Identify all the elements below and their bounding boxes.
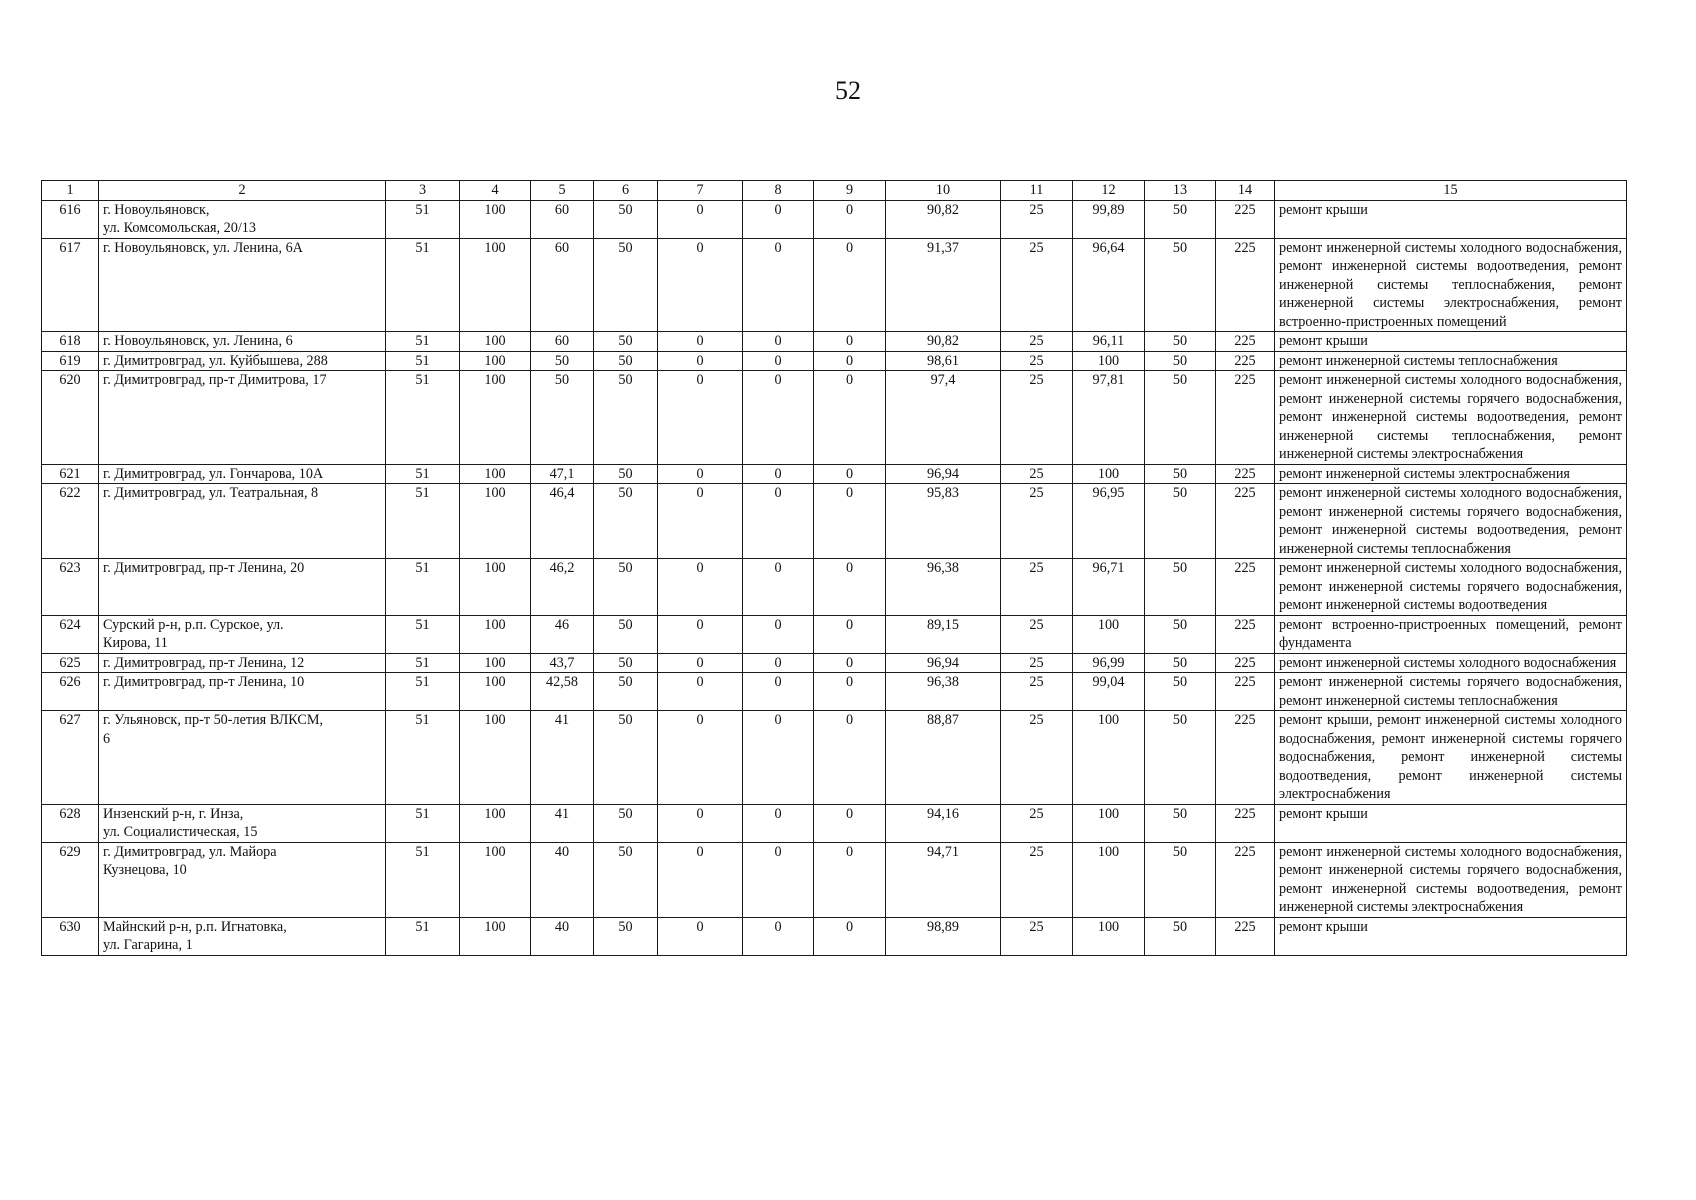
column-header-7: 7 <box>658 181 743 201</box>
value-cell-col-4: 100 <box>460 559 531 616</box>
table-row <box>42 238 1627 332</box>
value-cell-col-9: 0 <box>814 804 886 842</box>
value-cell-col-14: 225 <box>1216 842 1275 917</box>
value-cell-col-3: 51 <box>386 351 460 371</box>
column-header-9: 9 <box>814 181 886 201</box>
value-cell-col-4: 100 <box>460 615 531 653</box>
address-cell: г. Новоульяновск, ул. Ленина, 6 <box>99 332 386 352</box>
value-cell-col-11: 25 <box>1001 653 1073 673</box>
value-cell-col-10: 94,16 <box>886 804 1001 842</box>
address-cell: г. Димитровград, пр-т Ленина, 20 <box>99 559 386 616</box>
value-cell-col-7: 0 <box>658 559 743 616</box>
value-cell-col-13: 50 <box>1145 351 1216 371</box>
value-cell-col-4: 100 <box>460 917 531 955</box>
value-cell-col-12: 100 <box>1073 615 1145 653</box>
value-cell-col-3: 51 <box>386 371 460 465</box>
value-cell-col-14: 225 <box>1216 615 1275 653</box>
repair-work-cell: ремонт инженерной системы холодного водоснабжения, ремонт инженерной системы водоотведения, ремонт инженерной системы теплоснабжения, ремонт инженерной системы электроснабжения, ремонт встроенно-пристроенных помещений <box>1275 238 1627 332</box>
address-cell: г. Новоульяновск, ул. Ленина, 6А <box>99 238 386 332</box>
value-cell-col-12: 100 <box>1073 842 1145 917</box>
column-header-11: 11 <box>1001 181 1073 201</box>
value-cell-col-3: 51 <box>386 804 460 842</box>
value-cell-col-6: 50 <box>594 673 658 711</box>
repair-work-cell: ремонт крыши <box>1275 200 1627 238</box>
value-cell-col-6: 50 <box>594 615 658 653</box>
value-cell-col-13: 50 <box>1145 842 1216 917</box>
value-cell-col-14: 225 <box>1216 917 1275 955</box>
repair-work-cell: ремонт инженерной системы холодного водоснабжения <box>1275 653 1627 673</box>
value-cell-col-4: 100 <box>460 238 531 332</box>
column-header-5: 5 <box>531 181 594 201</box>
column-header-8: 8 <box>743 181 814 201</box>
address-cell: Инзенский р-н, г. Инза, ул. Социалистическая, 15 <box>99 804 386 842</box>
value-cell-col-7: 0 <box>658 673 743 711</box>
value-cell-col-6: 50 <box>594 484 658 559</box>
address-cell: Майнский р-н, р.п. Игнатовка, ул. Гагарина, 1 <box>99 917 386 955</box>
value-cell-col-13: 50 <box>1145 673 1216 711</box>
value-cell-col-4: 100 <box>460 842 531 917</box>
row-number-cell: 628 <box>42 804 99 842</box>
value-cell-col-5: 50 <box>531 371 594 465</box>
value-cell-col-12: 96,71 <box>1073 559 1145 616</box>
value-cell-col-10: 96,38 <box>886 559 1001 616</box>
value-cell-col-10: 96,38 <box>886 673 1001 711</box>
value-cell-col-12: 100 <box>1073 917 1145 955</box>
value-cell-col-5: 40 <box>531 842 594 917</box>
value-cell-col-7: 0 <box>658 917 743 955</box>
value-cell-col-9: 0 <box>814 371 886 465</box>
value-cell-col-6: 50 <box>594 200 658 238</box>
value-cell-col-10: 90,82 <box>886 200 1001 238</box>
column-header-14: 14 <box>1216 181 1275 201</box>
value-cell-col-9: 0 <box>814 238 886 332</box>
repair-work-cell: ремонт инженерной системы холодного водоснабжения, ремонт инженерной системы горячего водоснабжения, ремонт инженерной системы водоотведения, ремонт инженерной системы электроснабжения <box>1275 842 1627 917</box>
value-cell-col-9: 0 <box>814 484 886 559</box>
value-cell-col-8: 0 <box>743 615 814 653</box>
row-number-cell: 626 <box>42 673 99 711</box>
value-cell-col-14: 225 <box>1216 332 1275 352</box>
value-cell-col-13: 50 <box>1145 238 1216 332</box>
column-header-1: 1 <box>42 181 99 201</box>
value-cell-col-6: 50 <box>594 559 658 616</box>
row-number-cell: 625 <box>42 653 99 673</box>
column-header-4: 4 <box>460 181 531 201</box>
value-cell-col-9: 0 <box>814 351 886 371</box>
column-header-3: 3 <box>386 181 460 201</box>
value-cell-col-9: 0 <box>814 200 886 238</box>
value-cell-col-4: 100 <box>460 200 531 238</box>
table-row <box>42 711 1627 805</box>
repair-work-cell: ремонт инженерной системы холодного водоснабжения, ремонт инженерной системы горячего водоснабжения, ремонт инженерной системы водоотведения <box>1275 559 1627 616</box>
value-cell-col-3: 51 <box>386 673 460 711</box>
value-cell-col-3: 51 <box>386 559 460 616</box>
value-cell-col-13: 50 <box>1145 332 1216 352</box>
value-cell-col-5: 40 <box>531 917 594 955</box>
address-cell: г. Ульяновск, пр-т 50-летия ВЛКСМ, 6 <box>99 711 386 805</box>
value-cell-col-13: 50 <box>1145 200 1216 238</box>
value-cell-col-11: 25 <box>1001 464 1073 484</box>
value-cell-col-12: 100 <box>1073 711 1145 805</box>
value-cell-col-7: 0 <box>658 371 743 465</box>
address-cell: г. Димитровград, пр-т Димитрова, 17 <box>99 371 386 465</box>
value-cell-col-4: 100 <box>460 332 531 352</box>
value-cell-col-14: 225 <box>1216 200 1275 238</box>
repair-work-cell: ремонт инженерной системы теплоснабжения <box>1275 351 1627 371</box>
value-cell-col-3: 51 <box>386 842 460 917</box>
row-number-cell: 623 <box>42 559 99 616</box>
value-cell-col-10: 94,71 <box>886 842 1001 917</box>
value-cell-col-12: 99,89 <box>1073 200 1145 238</box>
address-cell: г. Димитровград, пр-т Ленина, 12 <box>99 653 386 673</box>
value-cell-col-5: 42,58 <box>531 673 594 711</box>
value-cell-col-11: 25 <box>1001 917 1073 955</box>
value-cell-col-11: 25 <box>1001 711 1073 805</box>
table-row <box>42 804 1627 842</box>
value-cell-col-4: 100 <box>460 804 531 842</box>
value-cell-col-7: 0 <box>658 804 743 842</box>
repair-work-cell: ремонт крыши <box>1275 332 1627 352</box>
value-cell-col-10: 96,94 <box>886 464 1001 484</box>
value-cell-col-13: 50 <box>1145 615 1216 653</box>
value-cell-col-9: 0 <box>814 559 886 616</box>
value-cell-col-6: 50 <box>594 842 658 917</box>
row-number-cell: 618 <box>42 332 99 352</box>
value-cell-col-8: 0 <box>743 673 814 711</box>
address-cell: г. Димитровград, ул. Майора Кузнецова, 10 <box>99 842 386 917</box>
row-number-cell: 627 <box>42 711 99 805</box>
value-cell-col-12: 99,04 <box>1073 673 1145 711</box>
table-row <box>42 371 1627 465</box>
value-cell-col-12: 96,99 <box>1073 653 1145 673</box>
value-cell-col-9: 0 <box>814 917 886 955</box>
value-cell-col-8: 0 <box>743 711 814 805</box>
value-cell-col-5: 46,4 <box>531 484 594 559</box>
table-row <box>42 615 1627 653</box>
repair-work-cell: ремонт встроенно-пристроенных помещений, ремонт фундамента <box>1275 615 1627 653</box>
value-cell-col-5: 60 <box>531 200 594 238</box>
row-number-cell: 616 <box>42 200 99 238</box>
value-cell-col-8: 0 <box>743 200 814 238</box>
value-cell-col-8: 0 <box>743 238 814 332</box>
table-row <box>42 559 1627 616</box>
value-cell-col-14: 225 <box>1216 673 1275 711</box>
value-cell-col-12: 97,81 <box>1073 371 1145 465</box>
table-row <box>42 653 1627 673</box>
value-cell-col-12: 100 <box>1073 351 1145 371</box>
value-cell-col-5: 47,1 <box>531 464 594 484</box>
value-cell-col-5: 50 <box>531 351 594 371</box>
value-cell-col-10: 96,94 <box>886 653 1001 673</box>
value-cell-col-13: 50 <box>1145 804 1216 842</box>
row-number-cell: 624 <box>42 615 99 653</box>
value-cell-col-9: 0 <box>814 332 886 352</box>
value-cell-col-7: 0 <box>658 484 743 559</box>
value-cell-col-8: 0 <box>743 351 814 371</box>
address-cell: г. Новоульяновск, ул. Комсомольская, 20/13 <box>99 200 386 238</box>
table-row <box>42 673 1627 711</box>
column-header-10: 10 <box>886 181 1001 201</box>
value-cell-col-11: 25 <box>1001 332 1073 352</box>
value-cell-col-4: 100 <box>460 464 531 484</box>
value-cell-col-8: 0 <box>743 332 814 352</box>
value-cell-col-10: 90,82 <box>886 332 1001 352</box>
value-cell-col-5: 46,2 <box>531 559 594 616</box>
value-cell-col-11: 25 <box>1001 804 1073 842</box>
value-cell-col-3: 51 <box>386 464 460 484</box>
value-cell-col-9: 0 <box>814 711 886 805</box>
value-cell-col-7: 0 <box>658 464 743 484</box>
value-cell-col-6: 50 <box>594 371 658 465</box>
value-cell-col-10: 89,15 <box>886 615 1001 653</box>
repair-work-cell: ремонт инженерной системы холодного водоснабжения, ремонт инженерной системы горячего водоснабжения, ремонт инженерной системы водоотведения, ремонт инженерной системы теплоснабжения, ремонт инженерной системы электроснабжения <box>1275 371 1627 465</box>
row-number-cell: 621 <box>42 464 99 484</box>
value-cell-col-6: 50 <box>594 917 658 955</box>
table-row <box>42 200 1627 238</box>
value-cell-col-4: 100 <box>460 711 531 805</box>
value-cell-col-7: 0 <box>658 351 743 371</box>
repair-work-cell: ремонт крыши <box>1275 917 1627 955</box>
value-cell-col-6: 50 <box>594 464 658 484</box>
value-cell-col-13: 50 <box>1145 464 1216 484</box>
repair-work-cell: ремонт инженерной системы электроснабжения <box>1275 464 1627 484</box>
value-cell-col-8: 0 <box>743 559 814 616</box>
value-cell-col-5: 41 <box>531 711 594 805</box>
value-cell-col-7: 0 <box>658 615 743 653</box>
table-row <box>42 917 1627 955</box>
value-cell-col-12: 96,64 <box>1073 238 1145 332</box>
value-cell-col-13: 50 <box>1145 559 1216 616</box>
table-row <box>42 842 1627 917</box>
repair-work-cell: ремонт инженерной системы горячего водоснабжения, ремонт инженерной системы теплоснабжения <box>1275 673 1627 711</box>
value-cell-col-8: 0 <box>743 653 814 673</box>
value-cell-col-10: 98,61 <box>886 351 1001 371</box>
value-cell-col-8: 0 <box>743 842 814 917</box>
value-cell-col-14: 225 <box>1216 653 1275 673</box>
value-cell-col-11: 25 <box>1001 842 1073 917</box>
value-cell-col-14: 225 <box>1216 464 1275 484</box>
value-cell-col-10: 95,83 <box>886 484 1001 559</box>
value-cell-col-14: 225 <box>1216 804 1275 842</box>
address-cell: г. Димитровград, пр-т Ленина, 10 <box>99 673 386 711</box>
row-number-cell: 622 <box>42 484 99 559</box>
column-header-2: 2 <box>99 181 386 201</box>
value-cell-col-8: 0 <box>743 371 814 465</box>
value-cell-col-14: 225 <box>1216 711 1275 805</box>
value-cell-col-11: 25 <box>1001 200 1073 238</box>
value-cell-col-7: 0 <box>658 238 743 332</box>
value-cell-col-4: 100 <box>460 484 531 559</box>
value-cell-col-5: 41 <box>531 804 594 842</box>
value-cell-col-6: 50 <box>594 804 658 842</box>
address-cell: г. Димитровград, ул. Куйбышева, 288 <box>99 351 386 371</box>
value-cell-col-12: 100 <box>1073 804 1145 842</box>
address-cell: г. Димитровград, ул. Гончарова, 10А <box>99 464 386 484</box>
value-cell-col-13: 50 <box>1145 484 1216 559</box>
row-number-cell: 617 <box>42 238 99 332</box>
repair-work-cell: ремонт крыши, ремонт инженерной системы холодного водоснабжения, ремонт инженерной системы горячего водоснабжения, ремонт инженерной системы водоотведения, ремонт инженерной системы электроснабжения <box>1275 711 1627 805</box>
value-cell-col-9: 0 <box>814 842 886 917</box>
value-cell-col-8: 0 <box>743 484 814 559</box>
table-row <box>42 332 1627 352</box>
row-number-cell: 630 <box>42 917 99 955</box>
value-cell-col-11: 25 <box>1001 559 1073 616</box>
value-cell-col-13: 50 <box>1145 653 1216 673</box>
value-cell-col-4: 100 <box>460 673 531 711</box>
value-cell-col-8: 0 <box>743 804 814 842</box>
value-cell-col-7: 0 <box>658 332 743 352</box>
value-cell-col-11: 25 <box>1001 673 1073 711</box>
table-row <box>42 351 1627 371</box>
table-row <box>42 484 1627 559</box>
value-cell-col-11: 25 <box>1001 371 1073 465</box>
value-cell-col-3: 51 <box>386 484 460 559</box>
value-cell-col-7: 0 <box>658 711 743 805</box>
value-cell-col-10: 91,37 <box>886 238 1001 332</box>
column-header-13: 13 <box>1145 181 1216 201</box>
value-cell-col-10: 88,87 <box>886 711 1001 805</box>
value-cell-col-8: 0 <box>743 917 814 955</box>
value-cell-col-12: 96,95 <box>1073 484 1145 559</box>
value-cell-col-7: 0 <box>658 653 743 673</box>
page-number: 52 <box>835 76 861 105</box>
repair-work-cell: ремонт крыши <box>1275 804 1627 842</box>
value-cell-col-11: 25 <box>1001 484 1073 559</box>
value-cell-col-13: 50 <box>1145 917 1216 955</box>
row-number-cell: 620 <box>42 371 99 465</box>
value-cell-col-3: 51 <box>386 332 460 352</box>
value-cell-col-10: 98,89 <box>886 917 1001 955</box>
value-cell-col-14: 225 <box>1216 238 1275 332</box>
value-cell-col-7: 0 <box>658 842 743 917</box>
value-cell-col-6: 50 <box>594 238 658 332</box>
value-cell-col-13: 50 <box>1145 711 1216 805</box>
column-number-header <box>42 181 1627 201</box>
value-cell-col-12: 100 <box>1073 464 1145 484</box>
value-cell-col-4: 100 <box>460 351 531 371</box>
value-cell-col-14: 225 <box>1216 484 1275 559</box>
value-cell-col-11: 25 <box>1001 351 1073 371</box>
address-cell: г. Димитровград, ул. Театральная, 8 <box>99 484 386 559</box>
column-header-6: 6 <box>594 181 658 201</box>
value-cell-col-11: 25 <box>1001 238 1073 332</box>
value-cell-col-3: 51 <box>386 917 460 955</box>
row-number-cell: 629 <box>42 842 99 917</box>
value-cell-col-3: 51 <box>386 238 460 332</box>
value-cell-col-14: 225 <box>1216 371 1275 465</box>
value-cell-col-11: 25 <box>1001 615 1073 653</box>
value-cell-col-12: 96,11 <box>1073 332 1145 352</box>
table-row <box>42 464 1627 484</box>
value-cell-col-9: 0 <box>814 653 886 673</box>
value-cell-col-5: 43,7 <box>531 653 594 673</box>
value-cell-col-14: 225 <box>1216 351 1275 371</box>
value-cell-col-4: 100 <box>460 371 531 465</box>
value-cell-col-9: 0 <box>814 673 886 711</box>
column-header-12: 12 <box>1073 181 1145 201</box>
value-cell-col-10: 97,4 <box>886 371 1001 465</box>
column-header-15: 15 <box>1275 181 1627 201</box>
value-cell-col-5: 60 <box>531 332 594 352</box>
value-cell-col-3: 51 <box>386 200 460 238</box>
value-cell-col-3: 51 <box>386 711 460 805</box>
value-cell-col-6: 50 <box>594 711 658 805</box>
value-cell-col-13: 50 <box>1145 371 1216 465</box>
value-cell-col-7: 0 <box>658 200 743 238</box>
value-cell-col-9: 0 <box>814 615 886 653</box>
value-cell-col-6: 50 <box>594 332 658 352</box>
value-cell-col-6: 50 <box>594 653 658 673</box>
value-cell-col-8: 0 <box>743 464 814 484</box>
value-cell-col-9: 0 <box>814 464 886 484</box>
value-cell-col-4: 100 <box>460 653 531 673</box>
building-repair-table <box>41 180 1627 956</box>
value-cell-col-5: 60 <box>531 238 594 332</box>
value-cell-col-3: 51 <box>386 653 460 673</box>
value-cell-col-14: 225 <box>1216 559 1275 616</box>
value-cell-col-5: 46 <box>531 615 594 653</box>
repair-work-cell: ремонт инженерной системы холодного водоснабжения, ремонт инженерной системы горячего водоснабжения, ремонт инженерной системы водоотведения, ремонт инженерной системы теплоснабжения <box>1275 484 1627 559</box>
value-cell-col-3: 51 <box>386 615 460 653</box>
address-cell: Сурский р-н, р.п. Сурское, ул. Кирова, 11 <box>99 615 386 653</box>
row-number-cell: 619 <box>42 351 99 371</box>
value-cell-col-6: 50 <box>594 351 658 371</box>
